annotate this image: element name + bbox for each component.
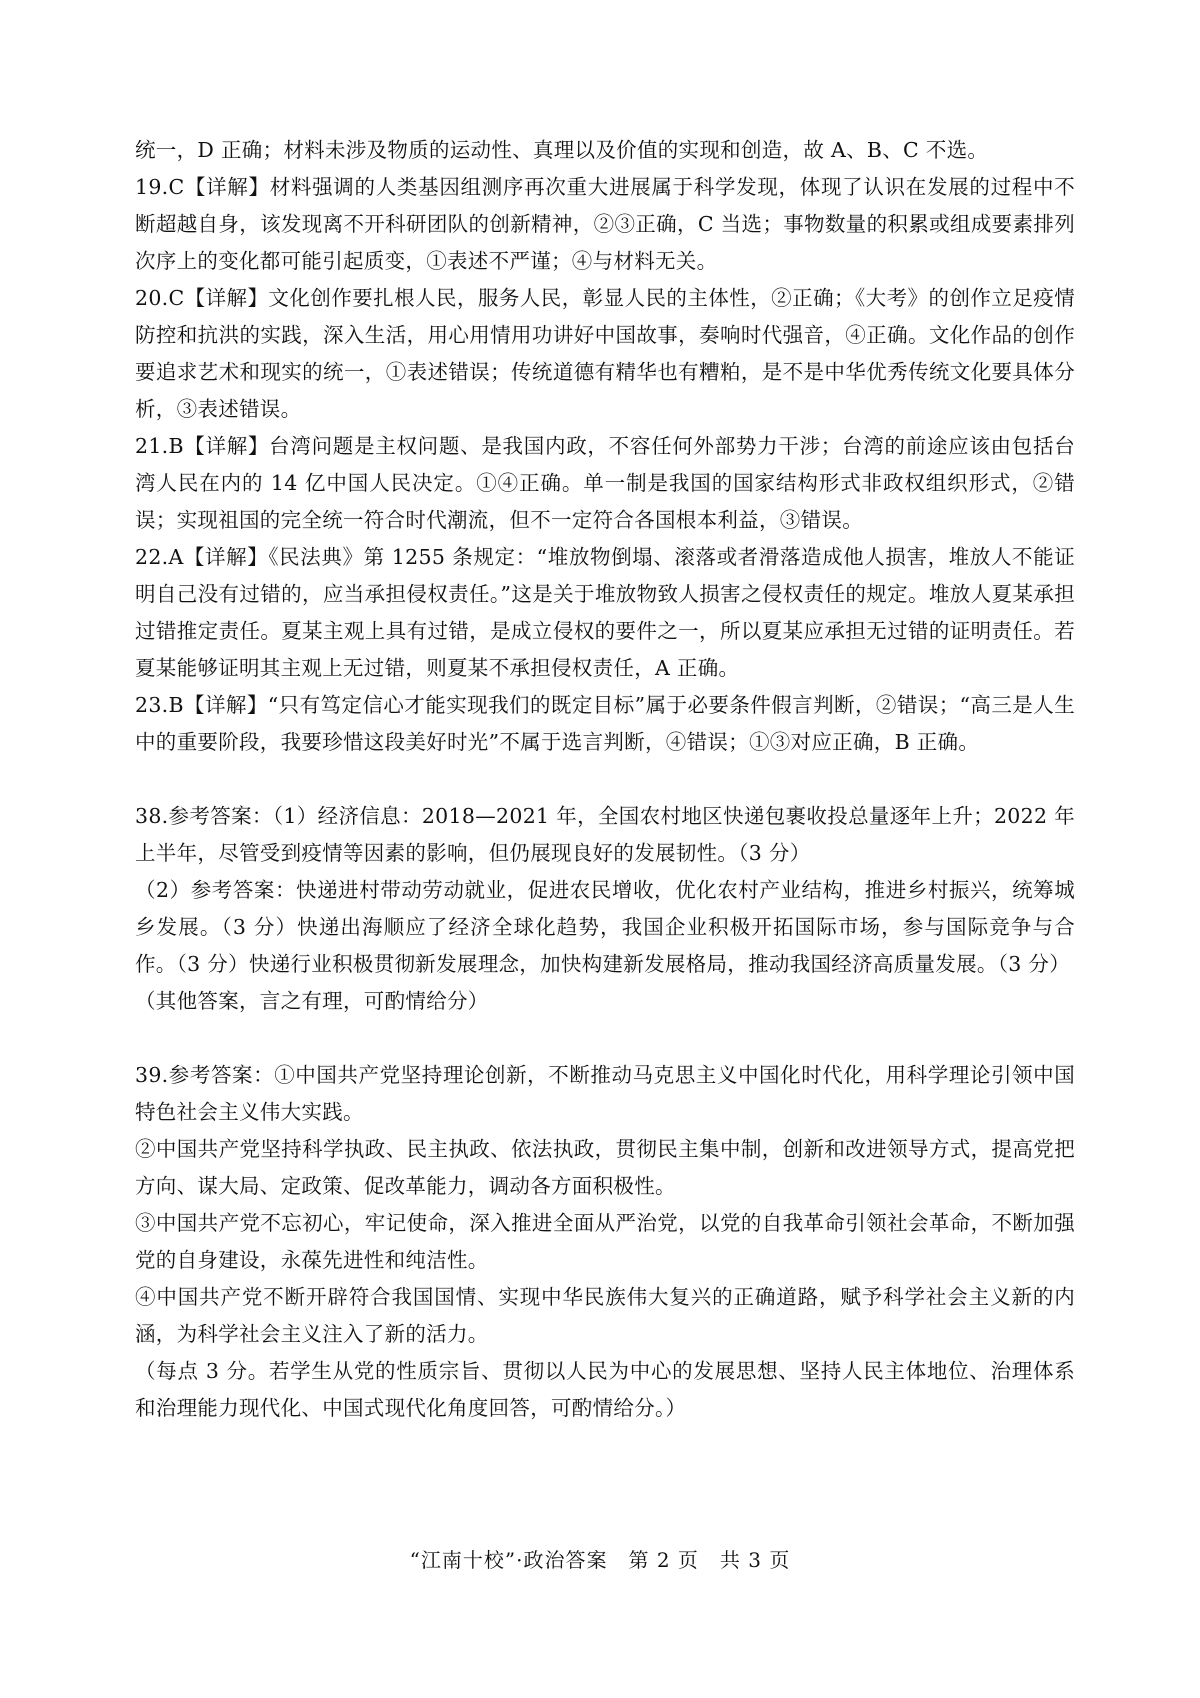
page-footer: “江南十校”·政治答案 第 2 页 共 3 页 bbox=[409, 1548, 791, 1572]
section-gap bbox=[135, 1020, 1075, 1057]
answer-22: 22.A【详解】《民法典》第 1255 条规定：“堆放物倒塌、滚落或者滑落造成他人损害，堆放人不能证明自己没有过错的，应当承担侵权责任。”这是关于堆放物致人损害之侵权责任的规定。堆放人夏某承担过错推定责任。夏某主观上具有过错，是成立侵权的要件之一，所以夏某应承担无过错的证明责任。若夏某能够证明其主观上无过错，则夏某不承担侵权责任，A 正确。 bbox=[135, 545, 1075, 680]
answer-page-body bbox=[135, 132, 1075, 1427]
answer-21: 21.B【详解】台湾问题是主权问题、是我国内政，不容任何外部势力干涉；台湾的前途应该由包括台湾人民在内的 14 亿中国人民决定。①④正确。单一制是我国的国家结构形式非政权组织形式，②错误；实现祖国的完全统一符合时代潮流，但不一定符合各国根本利益，③错误。 bbox=[135, 434, 1075, 532]
section-gap bbox=[135, 761, 1075, 798]
answer-18-continuation: 统一，D 正确；材料未涉及物质的运动性、真理以及价值的实现和创造，故 A、B、C 不选。 bbox=[135, 138, 989, 162]
answer-23: 23.B【详解】“只有笃定信心才能实现我们的既定目标”属于必要条件假言判断，②错误；“高三是人生中的重要阶段，我要珍惜这段美好时光”不属于选言判断，④错误；①③对应正确，B 正确。 bbox=[135, 693, 1075, 754]
answer-20: 20.C【详解】文化创作要扎根人民，服务人民，彰显人民的主体性，②正确；《大考》的创作立足疫情防控和抗洪的实践，深入生活，用心用情用功讲好中国故事，奏响时代强音，④正确。文化作品的创作要追求艺术和现实的统一，①表述错误；传统道德有精华也有糟粕，是不是中华优秀传统文化要具体分析，③表述错误。 bbox=[135, 286, 1075, 421]
answer-39-point4: ④中国共产党不断开辟符合我国国情、实现中华民族伟大复兴的正确道路，赋予科学社会主义新的内涵，为科学社会主义注入了新的活力。 bbox=[135, 1285, 1075, 1346]
answer-38-part1: 38.参考答案：（1）经济信息：2018—2021 年，全国农村地区快递包裹收投总量逐年上升；2022 年上半年，尽管受到疫情等因素的影响，但仍展现良好的发展韧性。（3 分） bbox=[135, 804, 1075, 865]
answer-39-point2: ②中国共产党坚持科学执政、民主执政、依法执政，贯彻民主集中制，创新和改进领导方式，提高党把方向、谋大局、定政策、促改革能力，调动各方面积极性。 bbox=[135, 1137, 1075, 1198]
answer-38-part2: （2）参考答案：快递进村带动劳动就业，促进农民增收，优化农村产业结构，推进乡村振兴，统筹城乡发展。（3 分）快递出海顺应了经济全球化趋势，我国企业积极开拓国际市场，参与国际竞争与合作。（3 分）快递行业积极贯彻新发展理念，加快构建新发展格局，推动我国经济高质量发展。（3 分） bbox=[135, 878, 1075, 976]
answer-39-scoring-note: （每点 3 分。若学生从党的性质宗旨、贯彻以人民为中心的发展思想、坚持人民主体地位、治理体系和治理能力现代化、中国式现代化角度回答，可酌情给分。） bbox=[135, 1359, 1075, 1420]
answer-39-point3: ③中国共产党不忘初心，牢记使命，深入推进全面从严治党，以党的自我革命引领社会革命，不断加强党的自身建设，永葆先进性和纯洁性。 bbox=[135, 1211, 1075, 1272]
answer-39-point1: 39.参考答案：①中国共产党坚持理论创新，不断推动马克思主义中国化时代化，用科学理论引领中国特色社会主义伟大实践。 bbox=[135, 1063, 1075, 1124]
answer-19: 19.C【详解】材料强调的人类基因组测序再次重大进展属于科学发现，体现了认识在发展的过程中不断超越自身，该发现离不开科研团队的创新精神，②③正确，C 当选；事物数量的积累或组成要素排列次序上的变化都可能引起质变，①表述不严谨；④与材料无关。 bbox=[135, 175, 1075, 273]
answer-38-note: （其他答案，言之有理，可酌情给分） bbox=[135, 989, 489, 1013]
